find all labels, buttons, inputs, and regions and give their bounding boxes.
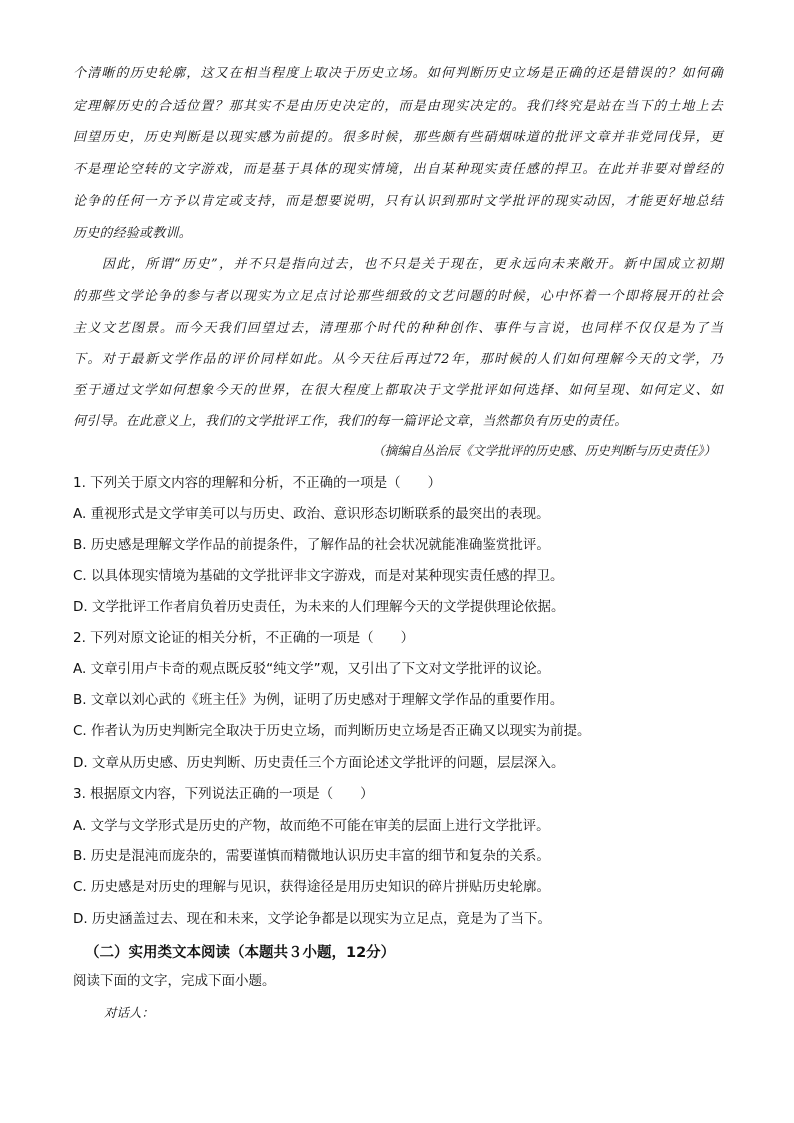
- passage-source: （摘编自丛治辰《文学批评的历史感、历史判断与历史责任》）: [372, 443, 716, 458]
- option-c: C. 作者认为历史判断完全取决于历史立场，而判断历史立场是否正确又以现实为前提。: [73, 723, 591, 739]
- option-c: C. 以具体现实情境为基础的文学批评非文字游戏，而是对某种现实责任感的捍卫。: [73, 568, 564, 584]
- passage-line: 主义文艺图景。而今天我们回望过去，清理那个时代的种种创作、事件与言说，也同样不仅仅是为了当: [73, 321, 723, 336]
- passage-line: 因此，所谓“历史”，并不只是指向过去，也不只是关于现在，更永远向未来敞开。新中国成立初期: [73, 257, 723, 272]
- option-b: B. 文章以刘心武的《班主任》为例，证明了历史感对于理解文学作品的重要作用。: [73, 692, 564, 708]
- passage-line: 至于通过文学如何想象今天的世界，在很大程度上都取决于文学批评如何选择、如何呈现、如何定义、如: [73, 383, 723, 398]
- question-stem: 1. 下列关于原文内容的理解和分析，不正确的一项是（ ）: [73, 475, 442, 491]
- passage-line: 不是理论空转的文字游戏，而是基于具体的现实情境，出自某种现实责任感的捍卫。在此并非要对曾经的: [73, 162, 723, 177]
- passage-line: 何引导。在此意义上，我们的文学批评工作，我们的每一篇评论文章，当然都负有历史的责任。: [73, 414, 628, 429]
- passage-line: 论争的任何一方予以肯定或支持，而是想要说明，只有认识到那时文学批评的现实动因，才能更好地总结: [73, 194, 723, 209]
- option-b: B. 历史感是理解文学作品的前提条件，了解作品的社会状况就能准确鉴赏批评。: [73, 537, 550, 553]
- option-c: C. 历史感是对历史的理解与见识，获得途径是用历史知识的碎片拼贴历史轮廓。: [73, 879, 551, 895]
- option-d: D. 历史涵盖过去、现在和未来，文学论争都是以现实为立足点，竟是为了当下。: [73, 911, 551, 927]
- passage-line: 的那些文学论争的参与者以现实为立足点讨论那些细致的文艺问题的时候，心中怀着一个即将展开的社会: [73, 289, 723, 304]
- option-a: A. 重视形式是文学审美可以与历史、政治、意识形态切断联系的最突出的表现。: [73, 506, 550, 522]
- passage-line: 回望历史，历史判断是以现实感为前提的。很多时候，那些颇有些硝烟味道的批评文章并非党同伐异，更: [73, 130, 723, 145]
- option-a: A. 文学与文学形式是历史的产物，故而绝不可能在审美的层面上进行文学批评。: [73, 818, 550, 834]
- passage-line: 定理解历史的合适位置？那其实不是由历史决定的，而是由现实决定的。我们终究是站在当下的土地上去: [73, 99, 723, 114]
- section-instruction: 阅读下面的文字，完成下面小题。: [73, 973, 276, 989]
- passage-line: 个清晰的历史轮廓，这又在相当程度上取决于历史立场。如何判断历史立场是正确的还是错误的？如何确: [73, 66, 723, 81]
- passage-line: 下。对于最新文学作品的评价同样如此。从今天往后再过72年，那时候的人们如何理解今天的文学，乃: [73, 352, 723, 367]
- option-b: B. 历史是混沌而庞杂的，需要谨慎而精微地认识历史丰富的细节和复杂的关系。: [73, 848, 550, 864]
- option-d: D. 文章从历史感、历史判断、历史责任三个方面论述文学批评的问题，层层深入。: [73, 755, 565, 771]
- section-heading: （二）实用类文本阅读（本题共３小题，12分）: [85, 945, 396, 961]
- speaker-label: 对话人：: [104, 1005, 155, 1020]
- question-stem: 2. 下列对原文论证的相关分析，不正确的一项是（ ）: [73, 630, 415, 646]
- option-a: A. 文章引用卢卡奇的观点既反驳“纯文学”观，又引出了下文对文学批评的议论。: [73, 661, 551, 677]
- option-d: D. 文学批评工作者肩负着历史责任，为未来的人们理解今天的文学提供理论依据。: [73, 599, 565, 615]
- passage-line: 历史的经验或教训。: [73, 226, 192, 241]
- question-stem: 3. 根据原文内容，下列说法正确的一项是（ ）: [73, 786, 374, 802]
